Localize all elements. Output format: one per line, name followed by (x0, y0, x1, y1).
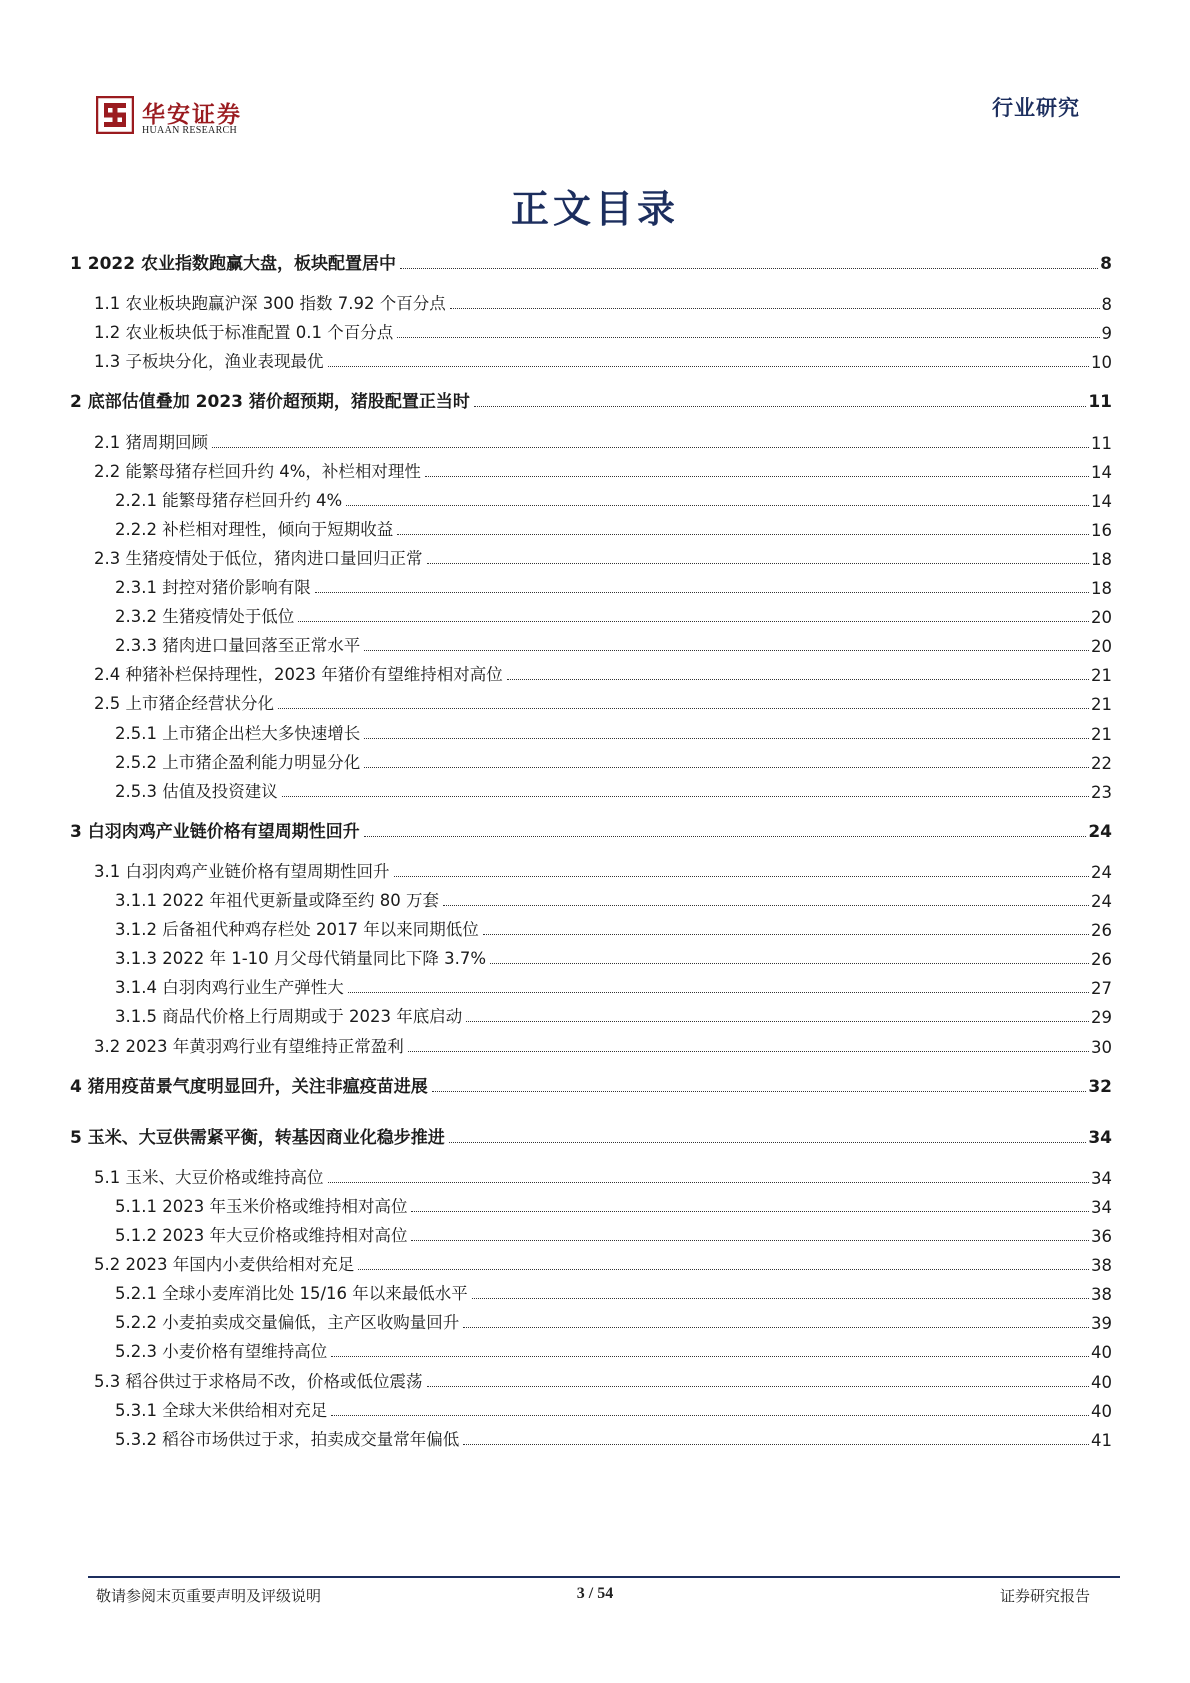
toc-entry-title: 5.3.2 稻谷市场供过于求，拍卖成交量常年偏低 (115, 1429, 460, 1449)
toc-entry-page: 8 (1100, 254, 1112, 274)
toc-entry[interactable] (70, 601, 1112, 627)
toc-entry-page: 26 (1091, 950, 1112, 970)
toc-dot-leader (466, 1021, 1089, 1022)
toc-entry-page: 30 (1091, 1037, 1112, 1057)
toc-entry-page: 26 (1091, 921, 1112, 941)
toc-entry-page: 32 (1088, 1076, 1112, 1097)
toc-entry-page: 40 (1091, 1401, 1112, 1421)
toc-entry-page: 24 (1088, 821, 1112, 842)
page-header (0, 0, 1190, 150)
toc-entry[interactable] (70, 688, 1112, 714)
toc-entry[interactable] (70, 747, 1112, 773)
toc-dot-leader (278, 708, 1089, 709)
toc-entry[interactable] (70, 972, 1112, 998)
page-title: 正文目录 (510, 186, 679, 231)
toc-entry[interactable] (70, 1366, 1112, 1392)
toc-entry-title: 3 白羽肉鸡产业链价格有望周期性回升 (70, 821, 360, 842)
toc-dot-leader (408, 1051, 1089, 1052)
toc-dot-leader (348, 992, 1089, 993)
toc-entry[interactable] (70, 1336, 1112, 1362)
toc-entry-title: 1.3 子板块分化，渔业表现最优 (94, 352, 324, 372)
toc-entry-title: 4 猪用疫苗景气度明显回升，关注非瘟疫苗进展 (70, 1076, 428, 1097)
toc-entry-title: 5.3 稻谷供过于求格局不改，价格或低位震荡 (94, 1371, 423, 1391)
toc-entry-page: 18 (1091, 549, 1112, 569)
toc-dot-leader (346, 505, 1089, 506)
toc-entry-title: 1.1 农业板块跑赢沪深 300 指数 7.92 个百分点 (94, 294, 446, 314)
toc-entry-title: 2.1 猪周期回顾 (94, 432, 208, 452)
toc-entry-title: 2.5.2 上市猪企盈利能力明显分化 (115, 752, 361, 772)
toc-entry[interactable] (70, 1307, 1112, 1333)
toc-entry[interactable] (70, 630, 1112, 656)
toc-dot-leader (463, 1444, 1089, 1445)
toc-entry-page: 40 (1091, 1343, 1112, 1363)
toc-entry[interactable] (70, 1395, 1112, 1421)
toc-entry[interactable] (70, 485, 1112, 511)
toc-entry-page: 36 (1091, 1227, 1112, 1246)
toc-entry-page: 21 (1091, 724, 1112, 744)
toc-entry-page: 34 (1088, 1127, 1112, 1148)
toc-entry-page: 23 (1091, 782, 1112, 802)
toc-entry-page: 34 (1091, 1168, 1112, 1188)
toc-entry-title: 2.3.2 生猪疫情处于低位 (115, 607, 295, 627)
toc-entry-page: 38 (1091, 1285, 1112, 1305)
toc-entry-title: 2.5.1 上市猪企出栏大多快速增长 (115, 723, 361, 743)
logo-chinese-name: 华安证券 (142, 101, 242, 128)
toc-dot-leader (450, 308, 1100, 309)
toc-entry-title: 2.4 种猪补栏保持理性，2023 年猪价有望维持相对高位 (94, 665, 503, 685)
toc-entry-title: 2.5.3 估值及投资建议 (115, 781, 278, 801)
toc-entry[interactable] (70, 1191, 1112, 1217)
toc-entry[interactable] (70, 1424, 1112, 1450)
toc-entry-page: 41 (1091, 1430, 1112, 1450)
toc-dot-leader (411, 1211, 1089, 1212)
toc-dot-leader (282, 796, 1089, 797)
toc-entry-page: 8 (1101, 295, 1112, 315)
toc-entry[interactable] (70, 1220, 1112, 1246)
toc-entry-title: 2 底部估值叠加 2023 猪价超预期，猪股配置正当时 (70, 392, 470, 413)
toc-entry[interactable] (70, 514, 1112, 540)
toc-dot-leader (331, 1356, 1089, 1357)
toc-entry[interactable] (70, 856, 1112, 882)
toc-entry-title: 2.2.1 能繁母猪存栏回升约 4% (115, 490, 343, 510)
toc-entry[interactable] (70, 1278, 1112, 1304)
toc-entry[interactable] (70, 288, 1112, 314)
toc-entry[interactable] (70, 1249, 1112, 1275)
toc-entry[interactable] (70, 1122, 1112, 1148)
toc-entry-page: 14 (1091, 462, 1112, 482)
toc-entry[interactable] (70, 1031, 1112, 1057)
toc-entry-page: 29 (1091, 1008, 1112, 1028)
toc-entry[interactable] (70, 885, 1112, 911)
toc-dot-leader (507, 679, 1089, 680)
toc-entry[interactable] (70, 456, 1112, 482)
report-category: 行业研究 (992, 96, 1080, 120)
toc-entry-title: 2.2 能繁母猪存栏回升约 4%，补栏相对理性 (94, 461, 421, 481)
toc-entry-page: 39 (1091, 1314, 1112, 1334)
toc-entry-page: 21 (1091, 695, 1112, 715)
toc-entry-page: 16 (1091, 520, 1112, 540)
toc-entry-page: 24 (1091, 862, 1112, 882)
toc-entry-page: 27 (1091, 979, 1112, 999)
toc-dot-leader (298, 621, 1089, 622)
toc-dot-leader (364, 738, 1089, 739)
toc-entry-title: 2.3.1 封控对猪价影响有限 (115, 578, 311, 597)
toc-entry-title: 5.2.1 全球小麦库消比处 15/16 年以来最低水平 (115, 1284, 468, 1304)
toc-dot-leader (400, 268, 1098, 269)
toc-entry-page: 10 (1091, 353, 1112, 373)
toc-dot-leader (328, 1182, 1090, 1183)
toc-dot-leader (443, 905, 1089, 906)
toc-entry-title: 3.1.1 2022 年祖代更新量或降至约 80 万套 (115, 891, 439, 910)
logo-english-name: HUAAN RESEARCH (142, 125, 238, 136)
toc-entry[interactable] (70, 572, 1112, 598)
toc-entry[interactable] (70, 659, 1112, 685)
toc-entry-title: 3.1.3 2022 年 1-10 月父母代销量同比下降 3.7% (115, 949, 487, 969)
toc-entry-title: 5.1 玉米、大豆价格或维持高位 (94, 1167, 324, 1187)
toc-entry-page: 14 (1091, 491, 1112, 511)
toc-entry-page: 22 (1091, 753, 1112, 773)
toc-dot-leader (472, 1298, 1089, 1299)
toc-entry-title: 5.2 2023 年国内小麦供给相对充足 (94, 1255, 355, 1275)
toc-entry-page: 9 (1101, 324, 1112, 344)
toc-entry[interactable] (70, 1162, 1112, 1188)
toc-dot-leader (315, 592, 1089, 593)
toc-entry[interactable] (70, 317, 1112, 343)
toc-dot-leader (394, 876, 1090, 877)
toc-entry[interactable] (70, 248, 1112, 274)
toc-entry-title: 3.2 2023 年黄羽鸡行业有望维持正常盈利 (94, 1036, 404, 1056)
toc-entry-title: 3.1.2 后备祖代种鸡存栏处 2017 年以来同期低位 (115, 920, 479, 940)
footer-report-type: 证券研究报告 (999, 1587, 1090, 1605)
toc-dot-leader (427, 1386, 1090, 1387)
company-logo (96, 96, 242, 142)
toc-entry-page: 11 (1091, 433, 1112, 453)
toc-dot-leader (483, 934, 1089, 935)
toc-dot-leader (328, 366, 1090, 367)
toc-entry-page: 21 (1091, 666, 1112, 686)
toc-dot-leader (432, 1091, 1087, 1092)
toc-entry[interactable] (70, 776, 1112, 802)
toc-entry-title: 3.1.5 商品代价格上行周期或于 2023 年底启动 (115, 1007, 463, 1027)
toc-dot-leader (397, 337, 1099, 338)
toc-dot-leader (411, 1240, 1089, 1241)
toc-entry[interactable] (70, 943, 1112, 969)
toc-dot-leader (397, 534, 1089, 535)
toc-dot-leader (364, 836, 1087, 837)
toc-dot-leader (364, 650, 1089, 651)
toc-entry[interactable] (70, 386, 1112, 412)
toc-entry[interactable] (70, 718, 1112, 744)
toc-dot-leader (463, 1327, 1089, 1328)
toc-entry-page: 40 (1091, 1372, 1112, 1392)
toc-dot-leader (474, 406, 1086, 407)
toc-entry-page: 11 (1088, 392, 1112, 413)
toc-entry-title: 2.2.2 补栏相对理性，倾向于短期收益 (115, 519, 394, 539)
toc-entry[interactable] (70, 346, 1112, 372)
toc-entry-title: 5.1.2 2023 年大豆价格或维持相对高位 (115, 1226, 408, 1245)
toc-dot-leader (331, 1415, 1089, 1416)
toc-entry[interactable] (70, 816, 1112, 842)
logo-seal-icon (96, 96, 134, 134)
footer-divider (88, 1576, 1120, 1578)
toc-entry-title: 5 玉米、大豆供需紧平衡，转基因商业化稳步推进 (70, 1127, 445, 1148)
toc-entry-page: 38 (1091, 1256, 1112, 1276)
toc-dot-leader (358, 1269, 1089, 1270)
toc-entry-title: 1.2 农业板块低于标准配置 0.1 个百分点 (94, 323, 394, 343)
toc-entry[interactable] (70, 427, 1112, 453)
toc-entry-title: 3.1 白羽肉鸡产业链价格有望周期性回升 (94, 861, 390, 881)
toc-entry-title: 5.2.3 小麦价格有望维持高位 (115, 1342, 328, 1362)
toc-entry-title: 2.5 上市猪企经营状分化 (94, 694, 274, 714)
toc-entry-title: 3.1.4 白羽肉鸡行业生产弹性大 (115, 978, 344, 998)
toc-entry[interactable] (70, 543, 1112, 569)
footer-page-number: 3 / 54 (576, 1585, 614, 1602)
toc-entry-page: 20 (1091, 608, 1112, 628)
toc-entry-page: 20 (1091, 637, 1112, 657)
toc-entry[interactable] (70, 914, 1112, 940)
toc-entry-title: 2.3 生猪疫情处于低位，猪肉进口量回归正常 (94, 548, 423, 568)
toc-entry-page: 18 (1091, 579, 1112, 598)
toc-dot-leader (425, 476, 1089, 477)
toc-entry[interactable] (70, 1071, 1112, 1097)
toc-entry-title: 5.1.1 2023 年玉米价格或维持相对高位 (115, 1196, 408, 1216)
toc-dot-leader (212, 447, 1089, 448)
toc-entry[interactable] (70, 1001, 1112, 1027)
toc-dot-leader (364, 767, 1089, 768)
toc-entry-title: 2.3.3 猪肉进口量回落至正常水平 (115, 636, 361, 656)
toc-entry-title: 5.3.1 全球大米供给相对充足 (115, 1400, 328, 1420)
toc-entry-title: 1 2022 农业指数跑赢大盘，板块配置居中 (70, 254, 396, 274)
toc-entry-title: 5.2.2 小麦拍卖成交量偏低，主产区收购量回升 (115, 1313, 460, 1333)
footer-disclaimer: 敬请参阅末页重要声明及评级说明 (96, 1587, 322, 1605)
toc-dot-leader (449, 1142, 1087, 1143)
toc-entry-page: 34 (1091, 1197, 1112, 1217)
toc-dot-leader (490, 963, 1089, 964)
toc-entry-page: 24 (1091, 892, 1112, 911)
toc-dot-leader (427, 563, 1090, 564)
